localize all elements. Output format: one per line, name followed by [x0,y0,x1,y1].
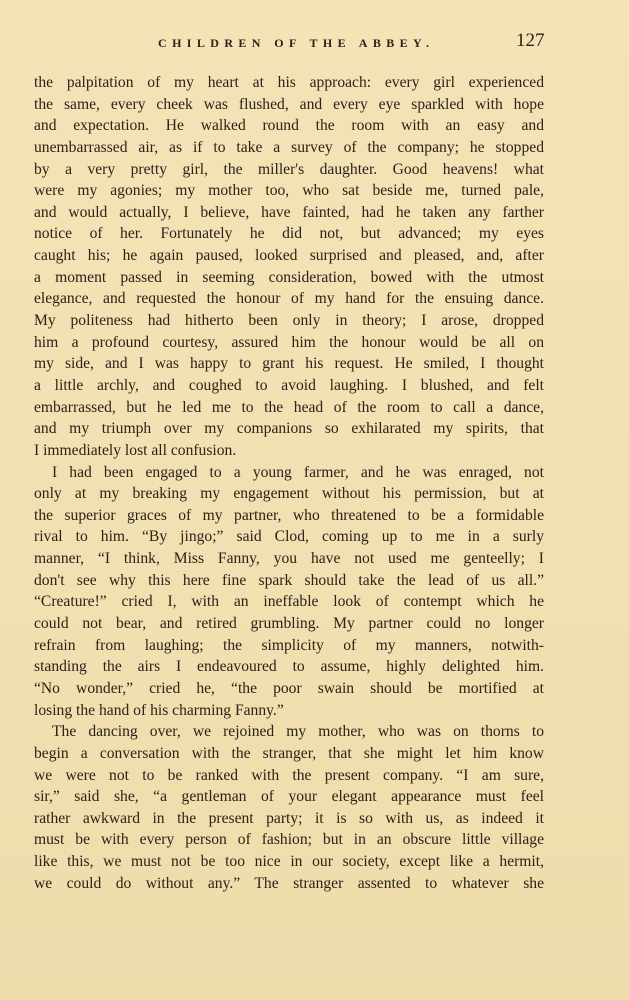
text-line: must be with every person of fashion; but in an obscure little village [34,831,544,849]
text-line: a little archly, and coughed to avoid laughing. I blushed, and felt [34,376,544,394]
text-line: caught his; he again paused, looked surprised and pleased, and, after [34,247,544,265]
text-line: don't see why this here fine spark should take the lead of us all.” [34,571,544,589]
text-line: and would actually, I believe, have fainted, had he taken any farther [34,203,544,221]
text-line: I had been engaged to a young farmer, and he was enraged, not [52,463,544,481]
text-line: “Creature!” cried I, with an ineffable look of contempt which he [34,593,544,611]
text-line: only at my breaking my engagement without his permission, but at [34,485,544,503]
text-line: we could do without any.” The stranger assented to whatever she [34,874,544,892]
text-line: by a very pretty girl, the miller's daughter. Good heavens! what [34,160,544,178]
text-line: sir,” said she, “a gentleman of your elegant appearance must feel [34,788,544,806]
text-line: were my agonies; my mother too, who sat beside me, turned pale, [34,182,544,200]
text-line: him a profound courtesy, assured him the honour would be all on [34,333,544,351]
text-line: “No wonder,” cried he, “the poor swain should be mortified at [34,679,544,697]
text-line: the superior graces of my partner, who threatened to be a formidable [34,506,544,524]
text-line: manner, “I think, Miss Fanny, you have not used me genteelly; I [34,550,544,568]
text-line: standing the airs I endeavoured to assume, highly delighted him. [34,658,544,676]
text-line: rival to him. “By jingo;” said Clod, coming up to me in a surly [34,528,544,546]
text-line: elegance, and requested the honour of my hand for the ensuing dance. [34,290,544,308]
text-line: notice of her. Fortunately he did not, but advanced; my eyes [34,225,544,243]
text-line: rather awkward in the present party; it is so with us, as indeed it [34,809,544,827]
text-line: The dancing over, we rejoined my mother, who was on thorns to [52,723,544,741]
text-line: the same, every cheek was flushed, and every eye sparkled with hope [34,95,544,113]
page-number: 127 [516,30,545,51]
text-line: we were not to be ranked with the present company. “I am sure, [34,766,544,784]
text-line: like this, we must not be too nice in our society, except like a hermit, [34,853,544,871]
text-line: unembarrassed air, as if to take a survey of the company; he stopped [34,138,544,156]
text-line: I immediately lost all confusion. [34,441,237,459]
body-text [34,72,544,894]
text-line: and my triumph over my companions so exhilarated my spirits, that [34,420,544,438]
text-line: could not bear, and retired grumbling. My partner could no longer [34,615,544,633]
running-title: CHILDREN OF THE ABBEY. [158,36,435,50]
text-line: refrain from laughing; the simplicity of my manners, notwith- [34,636,544,654]
text-line: My politeness had hitherto been only in theory; I arose, dropped [34,312,544,330]
text-line: losing the hand of his charming Fanny.” [34,701,284,719]
text-line: begin a conversation with the stranger, that she might let him know [34,744,544,762]
text-line: a moment passed in seeming consideration, bowed with the utmost [34,268,544,286]
text-line: the palpitation of my heart at his approach: every girl experienced [34,74,544,91]
text-line: my side, and I was happy to grant his request. He smiled, I thought [34,355,544,373]
text-line: and expectation. He walked round the room with an easy and [34,117,544,135]
text-line: embarrassed, but he led me to the head of the room to call a dance, [34,398,544,416]
